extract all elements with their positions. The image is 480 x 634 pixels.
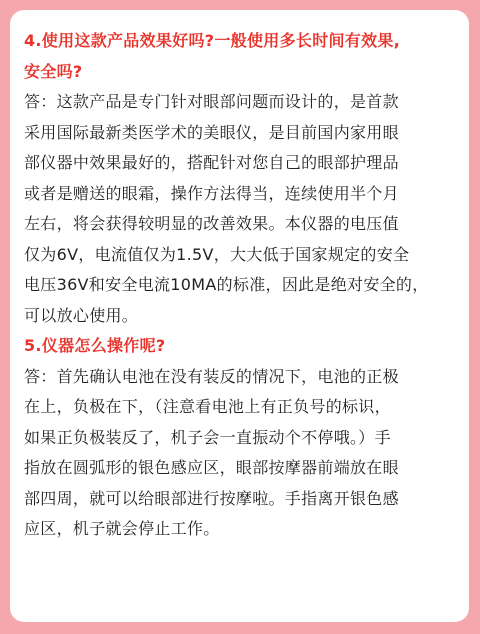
- answer-5-line-2: 在上，负极在下，（注意看电池上有正负号的标识，: [24, 397, 391, 416]
- answer-4-line-2: 采用国际最新类医学术的美眼仪，是目前国内家用眼: [24, 122, 399, 142]
- answer-4-line-7: 电压36V和安全电流10MA的标准，因此是绝对安全的，: [24, 275, 429, 294]
- answer-4-line-6: 仅为6V，电流值仅为1.5V，大大低于国家规定的安全: [24, 244, 410, 264]
- question-4-line-1: 4.使用这款产品效果好吗?一般使用多长时间有效果,: [24, 31, 401, 50]
- answer-5-line-3: 如果正负极装反了，机子会一直振动个不停哦。）手: [24, 427, 391, 447]
- answer-4-line-1: 答：这款产品是专门针对眼部问题而设计的，是首款: [24, 92, 399, 111]
- answer-4-line-5: 左右，将会获得较明显的改善效果。本仪器的电压值: [24, 214, 399, 233]
- answer-5-line-5: 部四周，就可以给眼部进行按摩啦。手指离开银色感: [24, 488, 399, 508]
- answer-4-line-4: 或者是赠送的眼霜，操作方法得当，连续使用半个月: [24, 183, 399, 203]
- faq-card: [10, 10, 469, 622]
- answer-4-line-8: 可以放心使用。: [24, 305, 139, 325]
- question-4-line-2: 安全吗?: [24, 61, 83, 81]
- answer-5-line-1: 答：首先确认电池在没有装反的情况下，电池的正极: [24, 366, 399, 386]
- answer-5-line-6: 应区，机子就会停止工作。: [24, 519, 220, 538]
- answer-4-line-3: 部仪器中效果最好的，搭配针对您自己的眼部护理品: [24, 153, 399, 172]
- question-5-line-1: 5.仪器怎么操作呢?: [24, 336, 166, 355]
- answer-5-line-4: 指放在圆弧形的银色感应区，眼部按摩器前端放在眼: [24, 458, 399, 477]
